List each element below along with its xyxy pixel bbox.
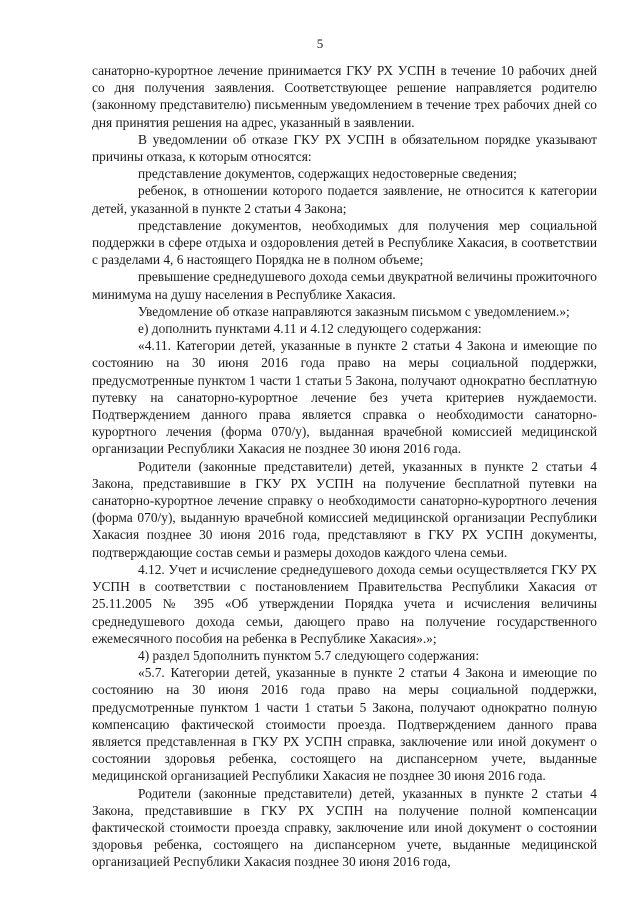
paragraph-reason-false-info: представление документов, содержащих недостоверные сведения;	[138, 166, 517, 182]
paragraph-amendment-4: 4) раздел 5дополнить пунктом 5.7 следующего содержания:	[138, 647, 480, 663]
paragraph-reason-income: превышение среднедушевого дохода семьи двукратной величины прожиточного минимума на душу населения в Республике Хакасия.	[92, 269, 597, 302]
paragraph-refusal-notice: В уведомлении об отказе ГКУ РХ УСПН в обязательном порядке указывают причины отказа, к которым относятся:	[92, 131, 597, 165]
paragraph-amendment-e: е) дополнить пунктами 4.11 и 4.12 следующего содержания:	[138, 321, 482, 337]
page-number: 5	[316, 36, 324, 51]
paragraph-parents-voucher: Родители (законные представители) детей, указанных в пункте 2 статьи 4 Закона, представившие в ГКУ РХ УСПН на получение бесплатной путевки на санаторно-курортное лечение справку о необходимости санаторно-курортного лечения (форма 070/у), выданную врачебной комиссией медицинской организации Республики Хакасия позднее 30 июня 2016 года, представляют в ГКУ РХ УСПН документы, подтверждающие состав семьи и размеры доходов каждого члена семьи.	[92, 458, 597, 560]
paragraph-parents-compensation: Родители (законные представители) детей, указанных в пункте 2 статьи 4 Закона, представившие в ГКУ РХ УСПН на получение полной компенсации фактической стоимости проезда справку, заключение или иной документ о состоянии здоровья ребенка, состоящего на диспансерном учете, выданные медицинской организацией Республики Хакасия позднее 30 июня 2016 года,	[92, 785, 597, 870]
paragraph-clause-5-7: «5.7. Категории детей, указанные в пункте 2 статьи 4 Закона и имеющие по состоянию на 30 июня 2016 года право на меры социальной поддержки, предусмотренные пунктом 1 части 1 статьи 5 Закона, получают однократно полную компенсацию фактической стоимости проезда. Подтверждением данного права является представленная в ГКУ РХ УСПН справка, заключение или иной документ о состоянии здоровья ребенка, состоящего на диспансерном учете, выданные медицинской организацией Республики Хакасия не позднее 30 июня 2016 года.	[92, 665, 597, 784]
paragraph-clause-4-11: «4.11. Категории детей, указанные в пункте 2 статьи 4 Закона и имеющие по состоянию на 30 июня 2016 года право на меры социальной поддержки, предусмотренные пунктом 1 части 1 статьи 5 Закона, получают однократно бесплатную путевку на санаторно-курортное лечение без учета критериев нуждаемости. Подтверждением данного права является справка о необходимости санаторно-курортного лечения (форма 070/у), выданная врачебной комиссией медицинской организации Республики Хакасия не позднее 30 июня 2016 года.	[92, 338, 597, 457]
paragraph-clause-4-12: 4.12. Учет и исчисление среднедушевого дохода семьи осуществляется ГКУ РХ УСПН в соответствии с постановлением Правительства Республики Хакасия от 25.11.2005 № 395 «Об утверждении Порядка учета и исчисления величины среднедушевого дохода семьи, дающего право на получение государственного ежемесячного пособия на ребенка в Республике Хакасия».»;	[92, 561, 597, 646]
paragraph-continuation: санаторно-курортное лечение принимается ГКУ РХ УСПН в течение 10 рабочих дней со дня получения заявления. Соответствующее решение направляется родителю (законному представителю) письменным уведомлением в течение трех рабочих дней со дня принятия решения на адрес, указанный в заявлении.	[92, 63, 597, 130]
paragraph-registered-letter: Уведомление об отказе направляются заказным письмом с уведомлением.»;	[138, 303, 570, 319]
paragraph-reason-category: ребенок, в отношении которого подается заявление, не относится к категории детей, указанной в пункте 2 статьи 4 Закона;	[92, 183, 597, 216]
document-body	[92, 62, 597, 871]
paragraph-reason-incomplete-docs: представление документов, необходимых для получения мер социальной поддержки в сфере отдыха и оздоровления детей в Республике Хакасия, в соответствии с разделами 4, 6 настоящего Порядка не в полном объеме;	[92, 217, 597, 268]
